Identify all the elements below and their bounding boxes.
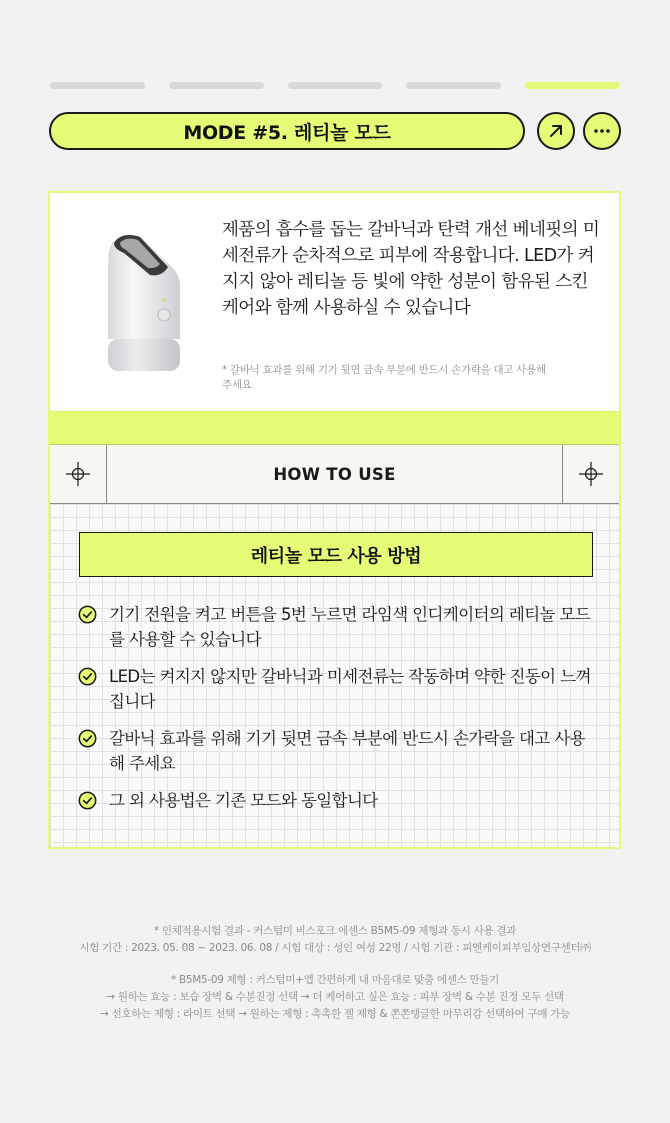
check-circle-icon: [78, 729, 97, 748]
formula-note: [0, 972, 670, 1023]
clinical-test-note: [0, 923, 670, 957]
formula-step-2: → 선호하는 제형 : 라이트 선택 → 원하는 제형 : 촉촉한 젤 제형 & 쫀쫀탱글한 마무리감 선택하여 구매 가능: [100, 1008, 570, 1020]
formula-step-1: → 원하는 효능 : 보습 장벽 & 수분진정 선택 → 더 케어하고 싶은 효능 : 피부 장벽 & 수분 진정 모두 선택: [106, 991, 564, 1003]
mode-title: MODE #5. 레티놀 모드: [183, 121, 391, 144]
progress-segment-1: [50, 82, 145, 89]
list-item: [78, 664, 598, 714]
list-item: [78, 602, 598, 652]
step-progress: [50, 82, 620, 89]
step-text: 갈바닉 효과를 위해 기기 뒷면 금속 부분에 반드시 손가락을 대고 사용해 주세요: [109, 729, 585, 773]
check-circle-icon: [78, 605, 97, 624]
list-item: [78, 726, 598, 776]
usage-steps: [78, 602, 598, 825]
progress-segment-2: [169, 82, 264, 89]
intro-section: [50, 193, 619, 411]
step-text: 기기 전원을 켜고 버튼을 5번 누르면 라임색 인디케이터의 레티놀 모드를 사용할 수 있습니다: [109, 605, 591, 649]
method-title-box: [79, 532, 593, 577]
ellipsis-icon: [592, 121, 612, 141]
how-to-use-header: [50, 445, 619, 504]
usage-grid-section: [50, 504, 619, 847]
crosshair-cell-right: [562, 445, 619, 503]
progress-segment-5: [525, 82, 620, 89]
accent-band: [50, 411, 619, 445]
mode-title-pill: [49, 112, 525, 150]
progress-segment-3: [288, 82, 383, 89]
crosshair-icon: [578, 461, 604, 487]
formula-line: * B5M5-09 제형 : 커스텀미+앱 간편하게 내 마음대로 맞춤 에센스 만들기: [171, 974, 499, 986]
mode-description: 제품의 흡수를 돕는 갈바닉과 탄력 개선 베네핏의 미세전류가 순차적으로 피부에 작용합니다. LED가 켜지지 않아 레티놀 등 빛에 약한 성분이 함유된 스킨케어와 함께 사용하실 수 있습니다: [222, 220, 600, 318]
how-to-use-title: HOW TO USE: [273, 464, 396, 484]
step-text: LED는 켜지지 않지만 갈바닉과 미세전류는 작동하며 약한 진동이 느껴집니다: [109, 667, 591, 711]
clinical-test-line: * 인체적용시험 결과 - 커스텀미 비스포크 에센스 B5M5-09 제형과 동시 사용 결과: [153, 925, 517, 937]
step-text: 그 외 사용법은 기존 모드와 동일합니다: [109, 791, 378, 810]
mode-info-panel: [48, 191, 621, 849]
check-circle-icon: [78, 667, 97, 686]
crosshair-cell-left: [50, 445, 107, 503]
check-circle-icon: [78, 791, 97, 810]
device-image: [100, 227, 190, 387]
crosshair-icon: [65, 461, 91, 487]
more-button[interactable]: [583, 112, 621, 150]
arrow-up-right-icon: [546, 121, 566, 141]
progress-segment-4: [406, 82, 501, 89]
method-title: 레티놀 모드 사용 방법: [250, 545, 422, 567]
galvanic-footnote: * 갈바닉 효과를 위해 기기 뒷면 금속 부분에 반드시 손가락을 대고 사용해 주세요: [222, 364, 546, 391]
clinical-test-details: 시험 기간 : 2023. 05. 08 ~ 2023. 06. 08 / 시험 대상 : 성인 여성 22명 / 시험 기관 : 피엔케이피부임상연구센터㈜: [79, 942, 591, 954]
share-button[interactable]: [537, 112, 575, 150]
list-item: [78, 788, 598, 813]
